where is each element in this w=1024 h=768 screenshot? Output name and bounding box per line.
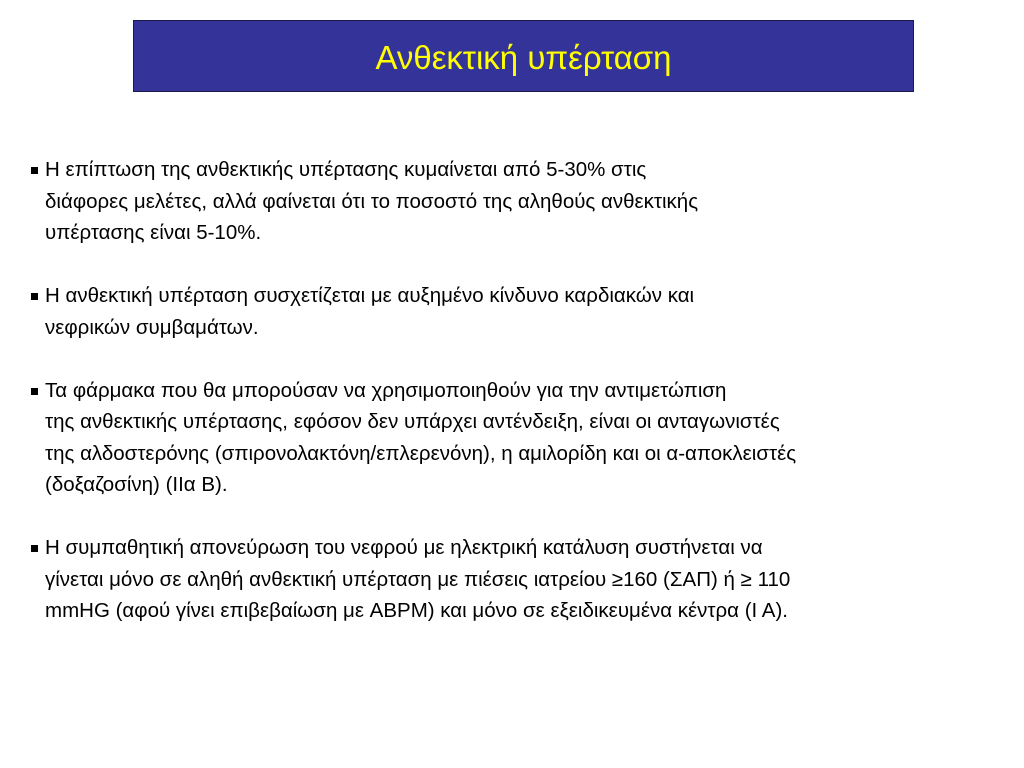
bullet-item-risk (31, 280, 1001, 343)
bullet-line: Η ανθεκτική υπέρταση συσχετίζεται με αυξημένο κίνδυνο καρδιακών και (45, 284, 695, 307)
bullet-item-incidence (31, 154, 1001, 249)
bullet-item-drugs (31, 375, 1001, 501)
bullet-line: Η συμπαθητική απονεύρωση του νεφρού με ηλεκτρική κατάλυση συστήνεται να (45, 536, 763, 559)
bullet-line: Η επίπτωση της ανθεκτικής υπέρτασης κυμαίνεται από 5-30% στις (45, 158, 647, 181)
square-bullet-icon (31, 545, 38, 552)
square-bullet-icon (31, 167, 38, 174)
bullet-line: της ανθεκτικής υπέρτασης, εφόσον δεν υπάρχει αντένδειξη, είναι οι ανταγωνιστές (45, 410, 780, 433)
square-bullet-icon (31, 388, 38, 395)
bullet-line: της αλδοστερόνης (σπιρονολακτόνη/επλερενόνη), η αμιλορίδη και οι α-αποκλειστές (45, 441, 797, 465)
bullet-line: διάφορες μελέτες, αλλά φαίνεται ότι το ποσοστό της αληθούς ανθεκτικής (45, 189, 699, 213)
bullet-line: γίνεται μόνο σε αληθή ανθεκτική υπέρταση με πιέσεις ιατρείου ≥160 (ΣΑΠ) ή ≥ 110 (45, 567, 791, 591)
slide-title-banner (133, 20, 914, 92)
bullet-line: mmHG (αφού γίνει επιβεβαίωση με ABPM) και μόνο σε εξειδικευμένα κέντρα (I A). (45, 599, 789, 622)
bullet-line: Τα φάρμακα που θα μπορούσαν να χρησιμοποιηθούν για την αντιμετώπιση (45, 378, 727, 402)
bullet-line: (δοξαζοσίνη) (IIα Β). (45, 473, 228, 496)
bullet-list (31, 154, 1001, 627)
square-bullet-icon (31, 293, 38, 300)
bullet-line: νεφρικών συμβαμάτων. (45, 315, 259, 339)
bullet-line: υπέρτασης είναι 5-10%. (45, 221, 262, 244)
slide-title: Ανθεκτική υπέρταση (375, 38, 672, 76)
bullet-item-denervation (31, 532, 1001, 627)
